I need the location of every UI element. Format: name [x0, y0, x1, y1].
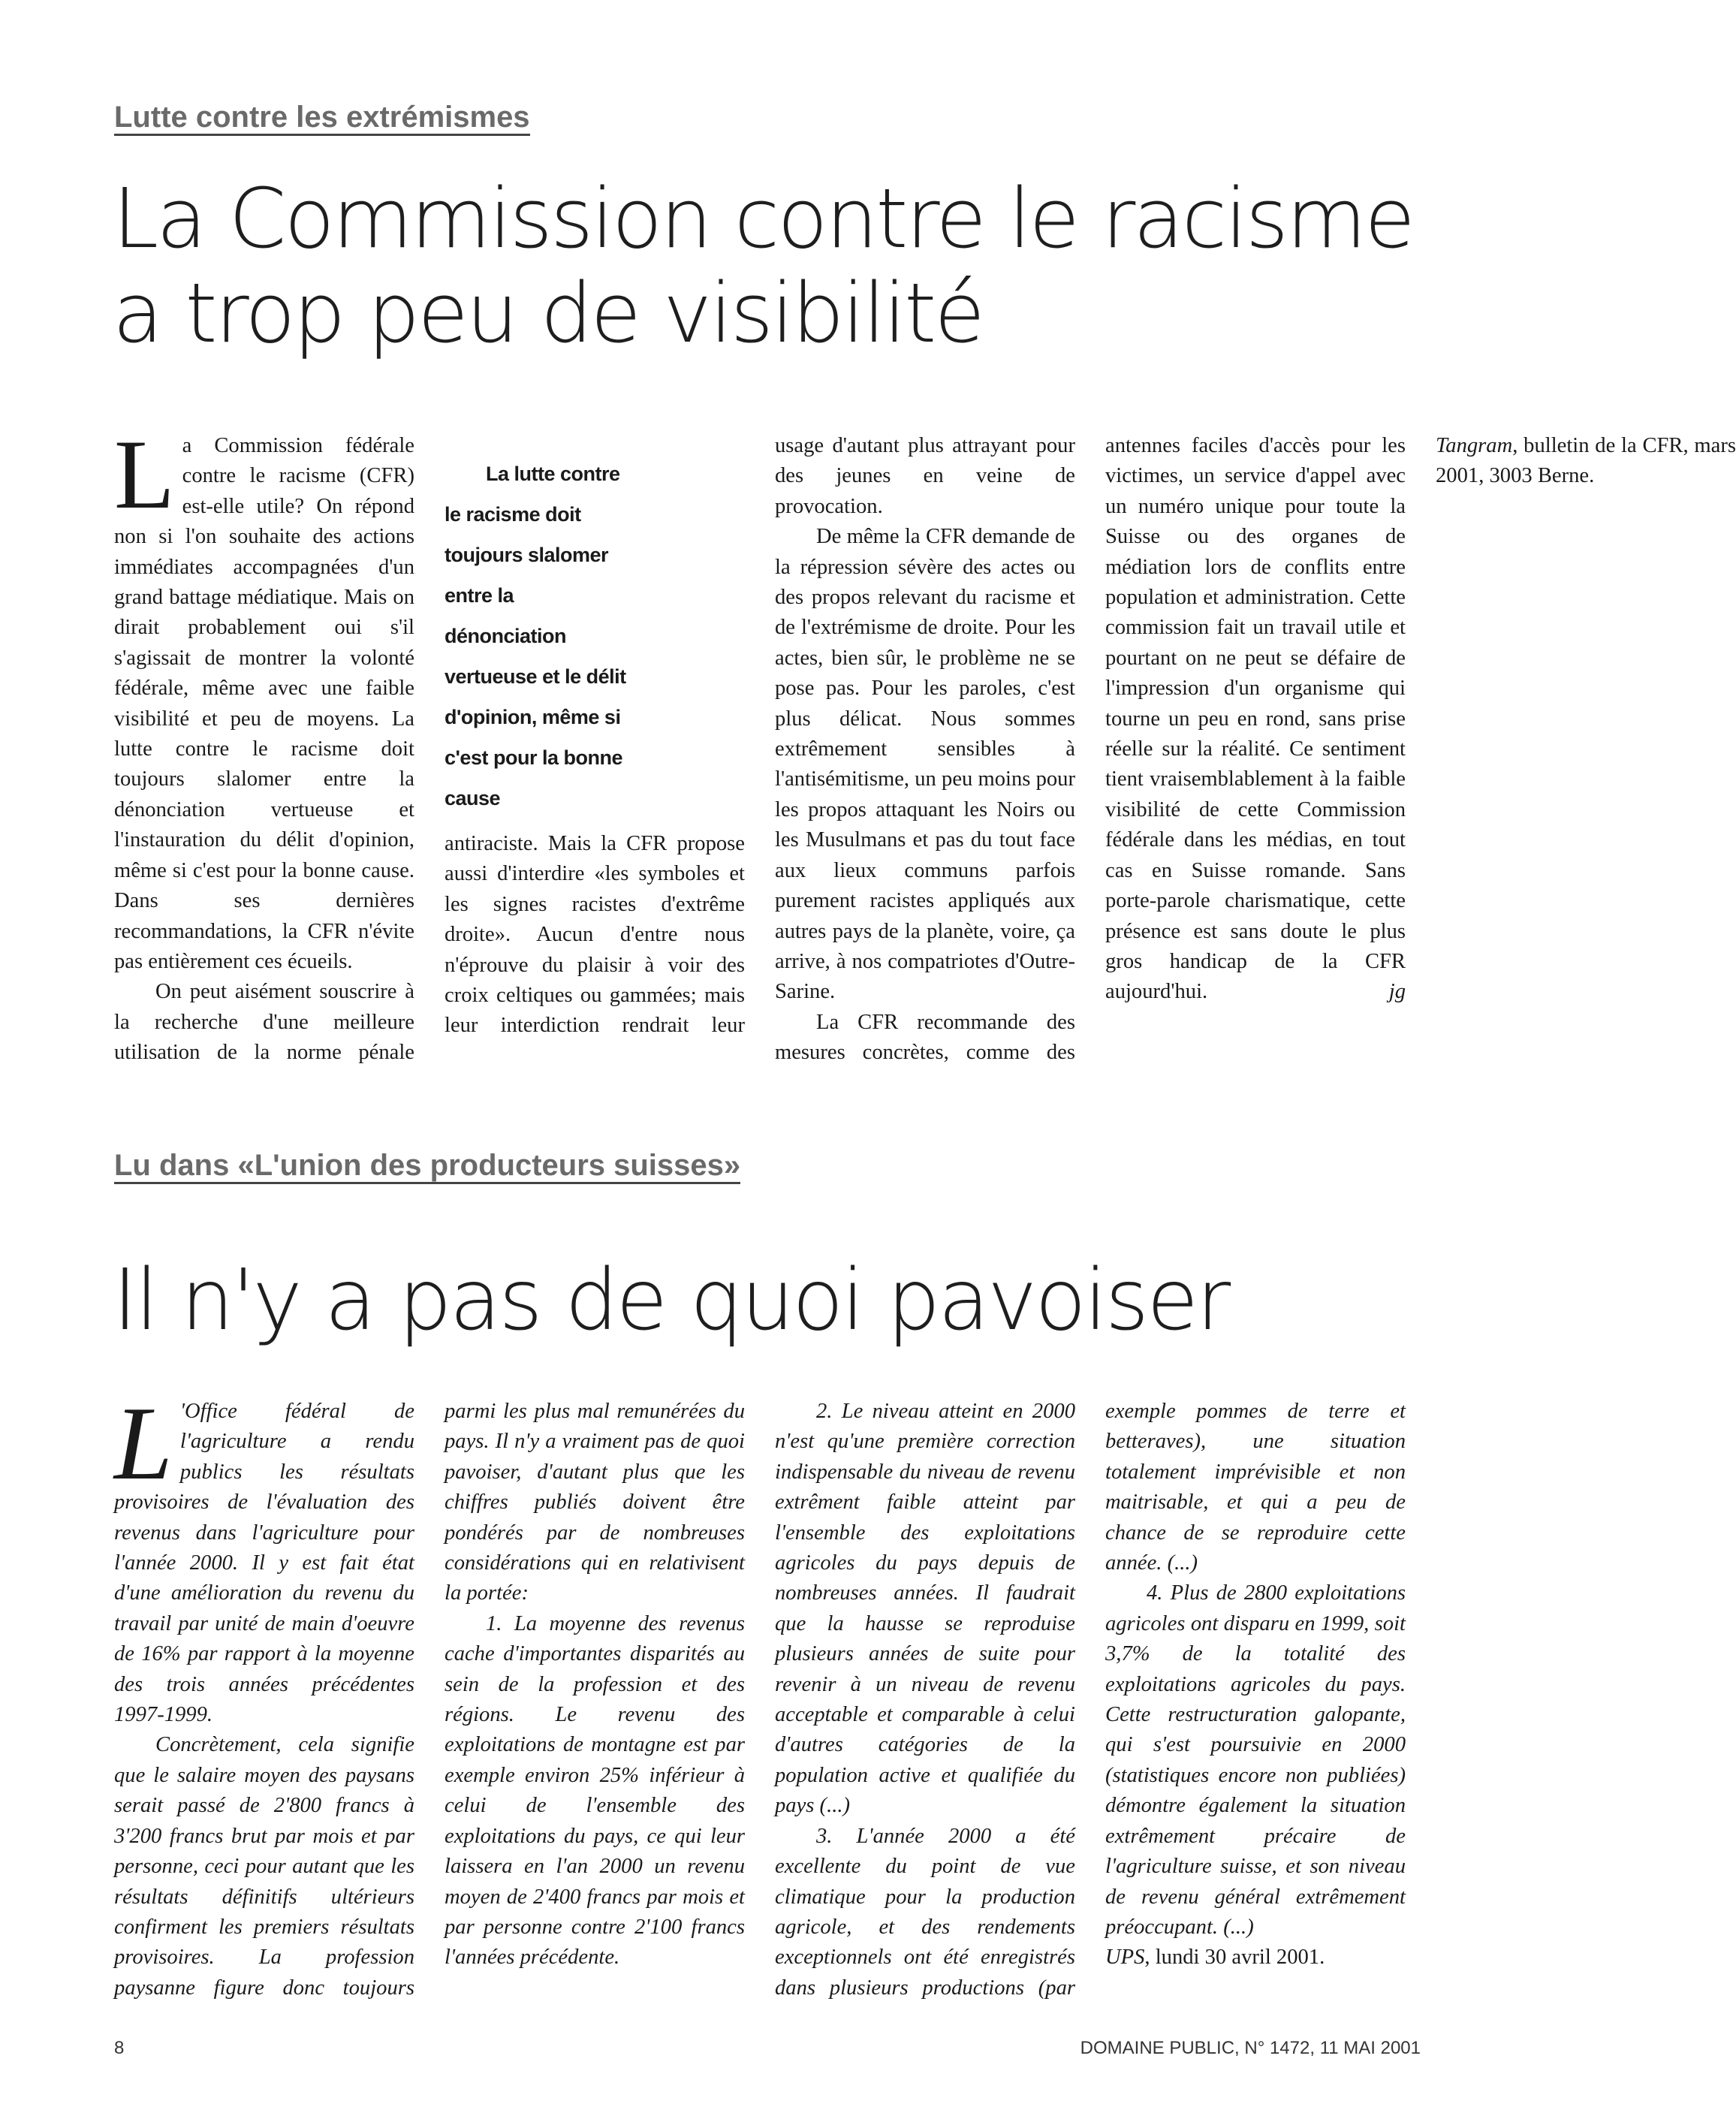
source-citation	[1436, 431, 1736, 492]
drop-cap: L	[114, 419, 175, 529]
pull-quote: La lutte contre le racisme doit toujours slalomer entre la dénonciation vertueuse et le délit d'opinion, même si c'est pour la bonne cause	[445, 463, 626, 809]
paragraph: 1. La moyenne des revenus cache d'importantes disparités au sein de la profession et des régions. Le revenu des exploitations de montagne est par exemple environ 25% inférieur à celui de l'ensemble des exploitations du pays, ce qui leur laissera en l'an 2000 un revenu moyen de 2'400 francs par mois et par personne contre 2'100 francs l'années précédente.	[445, 1611, 745, 1970]
paragraph-text: La CFR recommande des mesures concrètes, comme des antennes faciles d'accès pour les victimes, un service d'appel avec un numéro unique pour toute la Suisse ou des organes de médiation lors de conflits entre population et administration. Cette commission fait un travail utile et pourtant on ne peut se défaire de l'impression d'un organisme qui tourne un peu en rond, sans prise réelle sur la réalité. Ce sentiment tient vraisemblablement à la faible visibilité de cette Commission fédérale dans les médias, en tout cas en Suisse romande. Sans porte-parole charismatique, cette présence est sans doute le plus gros handicap de la CFR aujourd'hui.	[775, 434, 1406, 1065]
article-title-1	[113, 171, 1464, 360]
paragraph: 4. Plus de 2800 exploitations agricoles ont disparu en 1999, soit 3,7% de la totalité des exploitations agricoles du pays. Cette restructuration galopante, qui s'est poursuivie en 2000 (statistiques encore non publiées) démontre également la situation extrêmement précaire de l'agriculture suisse, et son niveau de revenu général extrêmement préoccupant. (...)	[1105, 1581, 1406, 1939]
section-kicker-2: Lu dans «L'union des producteurs suisses»	[114, 1150, 740, 1184]
page-number: 8	[114, 2038, 125, 2058]
publication-info: DOMAINE PUBLIC, N° 1472, 11 MAI 2001	[1080, 2038, 1421, 2058]
paragraph	[114, 1385, 414, 1730]
article-body-2	[114, 1385, 1406, 2006]
author-signature: jg	[1388, 980, 1406, 1004]
paragraph-text: a Commission fédérale contre le racisme (CFR) est-elle utile? On répond non si l'on souhaite des actions immédiates accompagnées d'un grand battage médiatique. Mais on dirait probablement oui s'il s'agissait de montrer la volonté fédérale, même avec une faible visibilité et peu de moyens. La lutte contre le racisme doit toujours slalomer entre la dénonciation vertueuse et l'instauration du délit d'opinion, même si c'est pour la bonne cause. Dans ses dernières recommandations, la CFR n'évite pas entièrement ces écueils.	[114, 434, 414, 973]
source-details: , lundi 30 avril 2001.	[1144, 1946, 1325, 1970]
paragraph: 2. Le niveau atteint en 2000 n'est qu'une première correction indispensable du niveau de revenu extrêment faible atteint par l'ensemble des exploitations agricoles du pays depuis de nombreuses années. Il faudrait que la hausse se reproduise plusieurs années de suite pour revenir à un niveau de revenu acceptable et comparable à celui d'autres catégories de la population active et qualifiée du pays (...)	[775, 1400, 1075, 1818]
paragraph: Concrètement, cela signifie que le salaire moyen des paysans serait passé de 2'800 francs à 3'200 francs brut par mois et par personne, ceci pour autant que les résultats définitifs ultérieurs confirment les premiers résultats provisoires. La profession paysanne figure donc toujours parmi les plus mal remunérées du pays. Il n'y a vraiment pas de quoi pavoiser, d'autant plus que les chiffres publiés doivent être pondérés par de nombreuses considérations qui en relativisent la portée:	[114, 1400, 745, 2000]
article-body-1	[114, 419, 1736, 1071]
article-title-2: Il n'y a pas de quoi pavoiser	[113, 1252, 1229, 1349]
source-title: Tangram	[1436, 434, 1513, 457]
paragraph-text: On peut aisément souscrire à la recherche d'une meilleure utilisation de la norme pénale antiraciste. Mais la CFR propose aussi d'interdire «les symboles et les signes racistes d'extrême droite». Aucun d'entre nous n'éprouve du plaisir à voir des croix celtiques ou gammées; mais leur interdiction rendrait leur usage d'autant plus attrayant pour des jeunes en veine de provocation.	[114, 434, 1075, 1065]
section-kicker-1: Lutte contre les extrémismes	[114, 102, 530, 136]
source-details: , bulletin de la CFR, mars 2001, 3003 Berne.	[1436, 434, 1736, 488]
title-line-1: La Commission contre le racisme	[113, 170, 1413, 267]
source-citation	[1105, 1943, 1406, 1973]
title-line-2: a trop peu de visibilité	[113, 265, 983, 361]
paragraph: De même la CFR demande de la répression sévère des actes ou des propos relevant du racisme et de l'extrémisme de droite. Pour les actes, bien sûr, le problème ne se pose pas. Pour les paroles, c'est plus délicat. Nous sommes extrêmement sensibles à l'antisémitisme, un peu moins pour les propos attaquant les Noirs ou les Musulmans et pas du tout face aux lieux communs parfois purement racistes appliqués aux autres pays de la planète, voire, ça arrive, à nos compatriotes d'Outre-Sarine.	[775, 525, 1075, 1004]
drop-cap: L	[114, 1385, 173, 1502]
paragraph: 3. L'année 2000 a été excellente du point de vue climatique pour la production agricole, et des rendements exceptionnels ont été enregistrés dans plusieurs productions (par exemple pommes de terre et betteraves), une situation totalement imprévisible et non maitrisable, et qui a peu de chance de se reproduire cette année. (...)	[775, 1400, 1406, 2000]
paragraph-text: 'Office fédéral de l'agriculture a rendu publics les résultats provisoires de l'évaluation des revenus dans l'agriculture pour l'année 2000. Il y est fait état d'une amélioration du revenu du travail par unité de main d'oeuvre de 16% par rapport à la moyenne des trois années précédentes 1997-1999.	[114, 1400, 414, 1727]
paragraph	[114, 419, 414, 977]
source-title: UPS	[1105, 1946, 1145, 1970]
